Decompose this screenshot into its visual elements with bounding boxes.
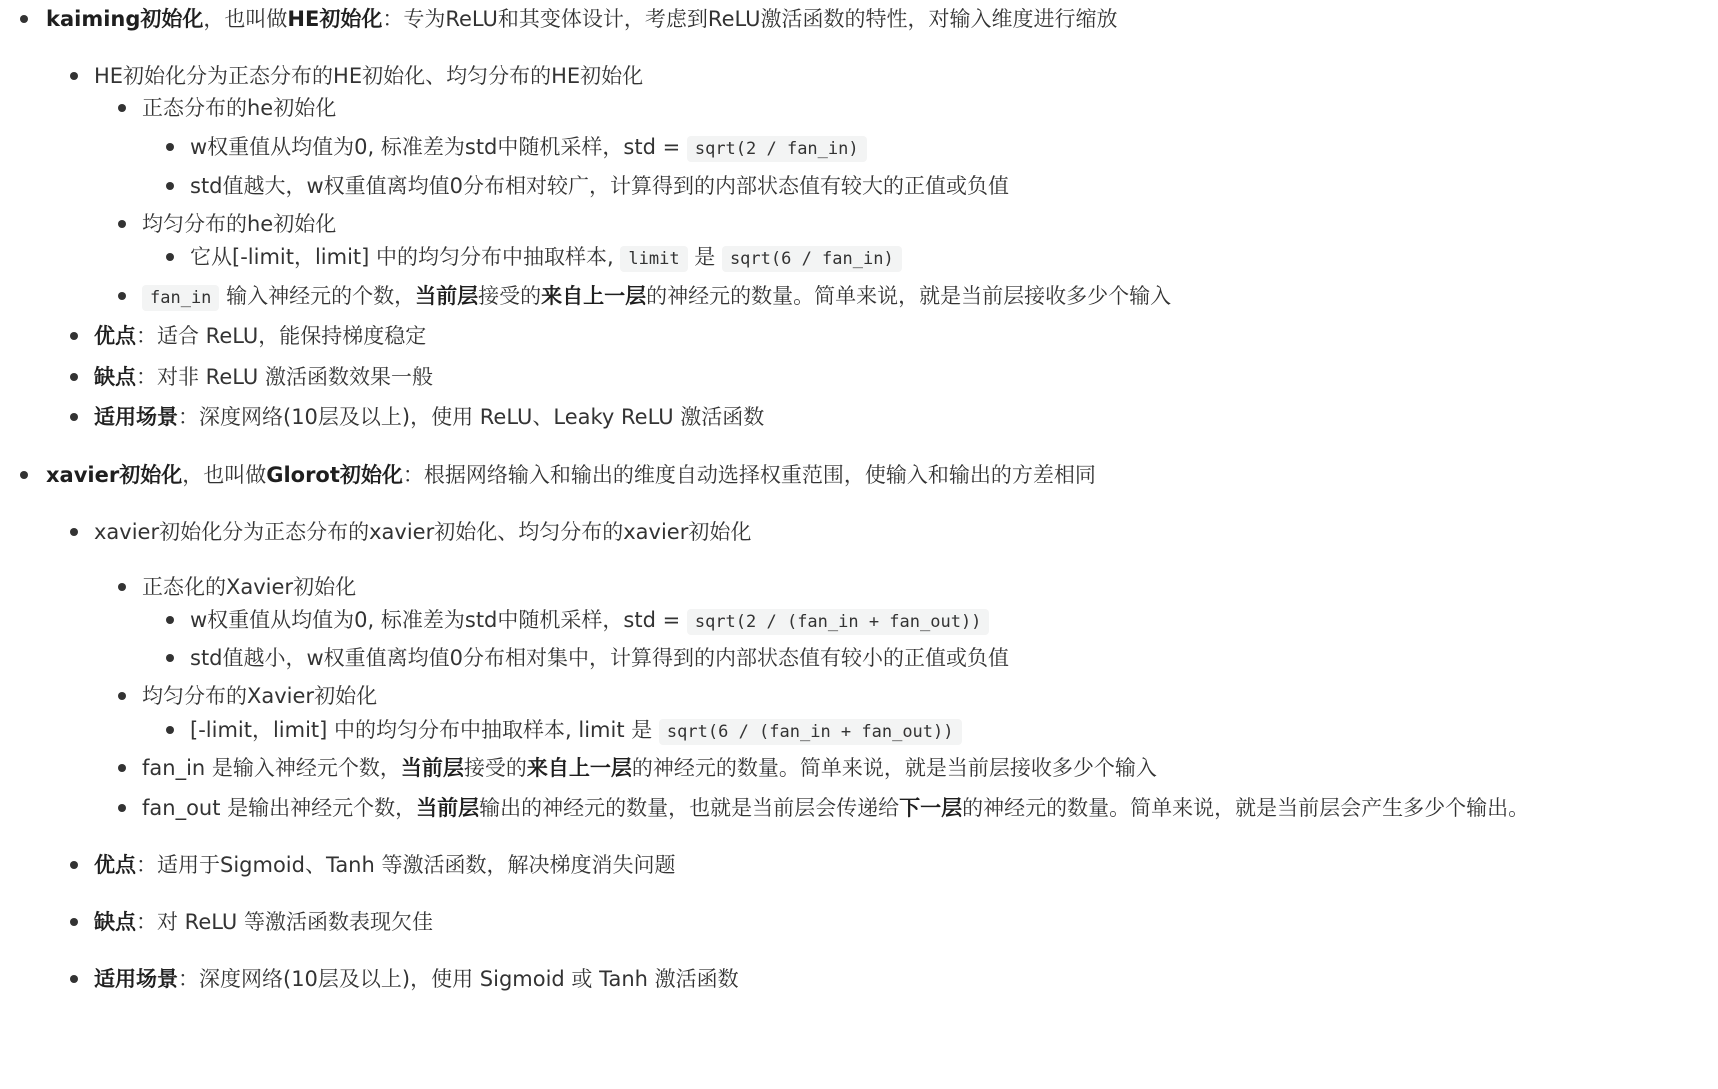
cons-label: 缺点 xyxy=(94,910,136,934)
xavier-uniform-item1 xyxy=(190,715,962,747)
bullet xyxy=(118,220,126,228)
scene-label: 适用场景 xyxy=(94,405,178,429)
bullet xyxy=(118,692,126,700)
bullet xyxy=(70,332,78,340)
he-fan-in xyxy=(142,281,1171,313)
fan-in-bold1: 当前层 xyxy=(400,756,464,780)
bullet xyxy=(166,253,174,261)
fan-in-text2: 接受的 xyxy=(463,756,527,780)
fan-in-bold2: 来自上一层 xyxy=(526,756,632,780)
xavier-cons xyxy=(94,907,433,937)
fan-in-text3: 的神经元的数量。简单来说，就是当前层接收多少个输入 xyxy=(646,284,1172,308)
cons-text: ：对 ReLU 等激活函数表现欠佳 xyxy=(136,910,433,934)
he-normal-item1 xyxy=(190,132,867,164)
bullet xyxy=(70,975,78,983)
pros-text: ：适用于Sigmoid、Tanh 等激活函数，解决梯度消失问题 xyxy=(136,853,676,877)
xavier-uniform-limit-code: sqrt(6 / (fan_in + fan_out)) xyxy=(659,719,962,745)
xavier-normal-std-code: sqrt(2 / (fan_in + fan_out)) xyxy=(687,609,990,635)
he-uniform-label: 均匀分布的he初始化 xyxy=(142,212,337,236)
kaiming-pros xyxy=(94,321,426,351)
xavier-uniform-label: 均匀分布的Xavier初始化 xyxy=(142,684,378,708)
cons-text: ：对非 ReLU 激活函数效果一般 xyxy=(136,365,433,389)
bullet xyxy=(166,616,174,624)
fan-in-bold1: 当前层 xyxy=(415,284,479,308)
he-normal-item2: std值越大，w权重值离均值0分布相对较广，计算得到的内部状态值有较大的正值或负值 xyxy=(190,174,1010,198)
scene-label: 适用场景 xyxy=(94,967,178,991)
fan-out-text2: 输出的神经元的数量，也就是当前层会传递给 xyxy=(479,796,900,820)
scene-text: ：深度网络(10层及以上)，使用 Sigmoid 或 Tanh 激活函数 xyxy=(178,967,739,991)
fan-in-text2: 接受的 xyxy=(478,284,542,308)
fan-out-text1: fan_out 是输出神经元个数， xyxy=(142,796,417,820)
is-text: 是 xyxy=(687,245,722,269)
he-normal-std-code: sqrt(2 / fan_in) xyxy=(687,136,867,162)
kaiming-types: HE初始化分为正态分布的HE初始化、均匀分布的HE初始化 xyxy=(94,64,644,88)
xavier-uniform-item1-text: [-limit，limit] 中的均匀分布中抽取样本, limit 是 xyxy=(190,718,659,742)
bullet xyxy=(70,72,78,80)
he-alt-name: HE初始化 xyxy=(287,7,383,31)
kaiming-heading xyxy=(46,4,1118,34)
xavier-description: ：根据网络输入和输出的维度自动选择权重范围，使输入和输出的方差相同 xyxy=(402,463,1096,487)
limit-code: limit xyxy=(620,246,687,272)
fan-in-code: fan_in xyxy=(142,285,219,311)
fan-in-bold2: 来自上一层 xyxy=(541,284,647,308)
pros-label: 优点 xyxy=(94,324,136,348)
bullet xyxy=(118,764,126,772)
he-uniform-item1-text: 它从[-limit，limit] 中的均匀分布中抽取样本, xyxy=(190,245,621,269)
sep-text: ，也叫做 xyxy=(203,7,288,31)
he-uniform-limit-code: sqrt(6 / fan_in) xyxy=(722,246,902,272)
bullet xyxy=(70,413,78,421)
xavier-normal-label: 正态化的Xavier初始化 xyxy=(142,575,357,599)
he-normal-item1-text: w权重值从均值为0, 标准差为std中随机采样，std = xyxy=(190,135,687,159)
bullet xyxy=(166,654,174,662)
xavier-normal-item1 xyxy=(190,605,989,637)
bullet xyxy=(20,15,28,23)
scene-text: ：深度网络(10层及以上)，使用 ReLU、Leaky ReLU 激活函数 xyxy=(178,405,765,429)
bullet xyxy=(118,583,126,591)
xavier-fan-out xyxy=(142,793,1529,823)
bullet xyxy=(70,373,78,381)
fan-in-text3: 的神经元的数量。简单来说，就是当前层接收多少个输入 xyxy=(631,756,1157,780)
bullet xyxy=(166,726,174,734)
kaiming-cons xyxy=(94,362,433,392)
bullet xyxy=(20,471,28,479)
bullet xyxy=(70,918,78,926)
bullet xyxy=(118,104,126,112)
he-normal-label: 正态分布的he初始化 xyxy=(142,96,337,120)
bullet xyxy=(166,143,174,151)
fan-out-text3: 的神经元的数量。简单来说，就是当前层会产生多少个输出。 xyxy=(962,796,1530,820)
fan-in-text1: 输入神经元的个数， xyxy=(219,284,416,308)
bullet xyxy=(118,292,126,300)
kaiming-title: kaiming初始化 xyxy=(46,7,204,31)
bullet xyxy=(70,528,78,536)
glorot-alt-name: Glorot初始化 xyxy=(266,463,403,487)
bullet xyxy=(70,861,78,869)
xavier-normal-item1-text: w权重值从均值为0, 标准差为std中随机采样，std = xyxy=(190,608,687,632)
bullet xyxy=(118,804,126,812)
pros-label: 优点 xyxy=(94,853,136,877)
fan-in-text1: fan_in 是输入神经元个数， xyxy=(142,756,401,780)
xavier-pros xyxy=(94,850,675,880)
kaiming-scene xyxy=(94,402,764,432)
cons-label: 缺点 xyxy=(94,365,136,389)
sep-text: ，也叫做 xyxy=(182,463,267,487)
fan-out-bold2: 下一层 xyxy=(899,796,963,820)
kaiming-description: ：专为ReLU和其变体设计，考虑到ReLU激活函数的特性，对输入维度进行缩放 xyxy=(382,7,1118,31)
xavier-types: xavier初始化分为正态分布的xavier初始化、均匀分布的xavier初始化 xyxy=(94,520,752,544)
xavier-title: xavier初始化 xyxy=(46,463,183,487)
xavier-scene xyxy=(94,964,739,994)
bullet xyxy=(166,182,174,190)
fan-out-bold1: 当前层 xyxy=(416,796,480,820)
pros-text: ：适合 ReLU，能保持梯度稳定 xyxy=(136,324,427,348)
xavier-normal-item2: std值越小，w权重值离均值0分布相对集中，计算得到的内部状态值有较小的正值或负值 xyxy=(190,646,1010,670)
xavier-heading xyxy=(46,460,1096,490)
he-uniform-item1 xyxy=(190,242,902,274)
xavier-fan-in xyxy=(142,753,1157,783)
